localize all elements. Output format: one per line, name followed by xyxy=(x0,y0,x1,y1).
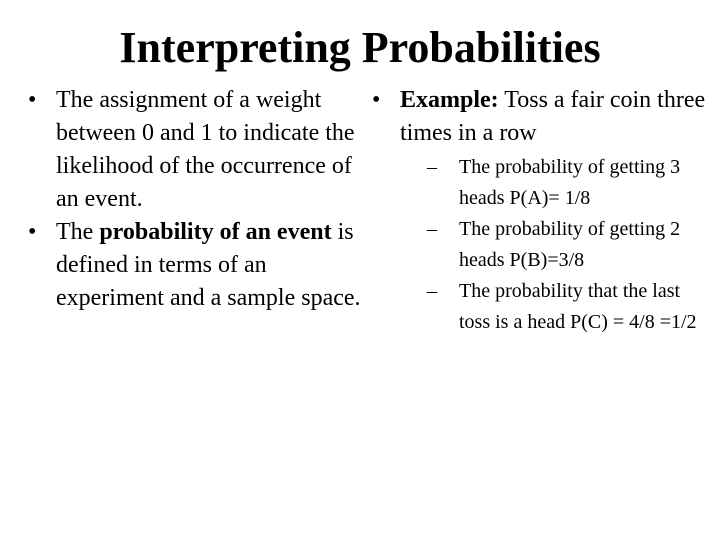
dash-marker: – xyxy=(427,218,437,240)
bullet-marker: • xyxy=(28,87,37,113)
left-bullet-2-post: is defined in terms of an experiment and a sample space. xyxy=(56,219,361,311)
right-bullet-1 xyxy=(372,84,712,338)
sub-item-1-text: The probability of getting 3 heads P(A)= 1/8 xyxy=(459,156,681,209)
slide-title: Interpreting Probabilities xyxy=(119,23,601,72)
left-bullet-2 xyxy=(28,216,368,315)
example-label: Example: xyxy=(400,87,499,113)
left-bullet-2-bold: probability of an event xyxy=(99,219,332,245)
left-bullet-list xyxy=(28,84,368,315)
bullet-marker: • xyxy=(372,87,381,113)
sub-item-2-text: The probability of getting 2 heads P(B)=3/8 xyxy=(459,218,681,271)
dash-marker: – xyxy=(427,280,437,302)
left-bullet-1 xyxy=(28,84,368,216)
example-text: Toss a fair coin three times in a row xyxy=(400,87,706,146)
left-bullet-2-pre: The xyxy=(56,219,100,245)
example-sub-list xyxy=(400,152,712,338)
sub-item-3-text: The probability that the last toss is a head P(C) = 4/8 =1/2 xyxy=(459,280,697,333)
dash-marker: – xyxy=(427,156,437,178)
sub-item-2 xyxy=(400,214,712,276)
bullet-marker: • xyxy=(28,219,37,245)
sub-item-1 xyxy=(400,152,712,214)
sub-item-3 xyxy=(400,276,712,338)
right-bullet-list xyxy=(372,84,712,338)
left-bullet-1-text: The assignment of a weight between 0 and 1 to indicate the likelihood of the occurrence of an event. xyxy=(56,87,355,212)
